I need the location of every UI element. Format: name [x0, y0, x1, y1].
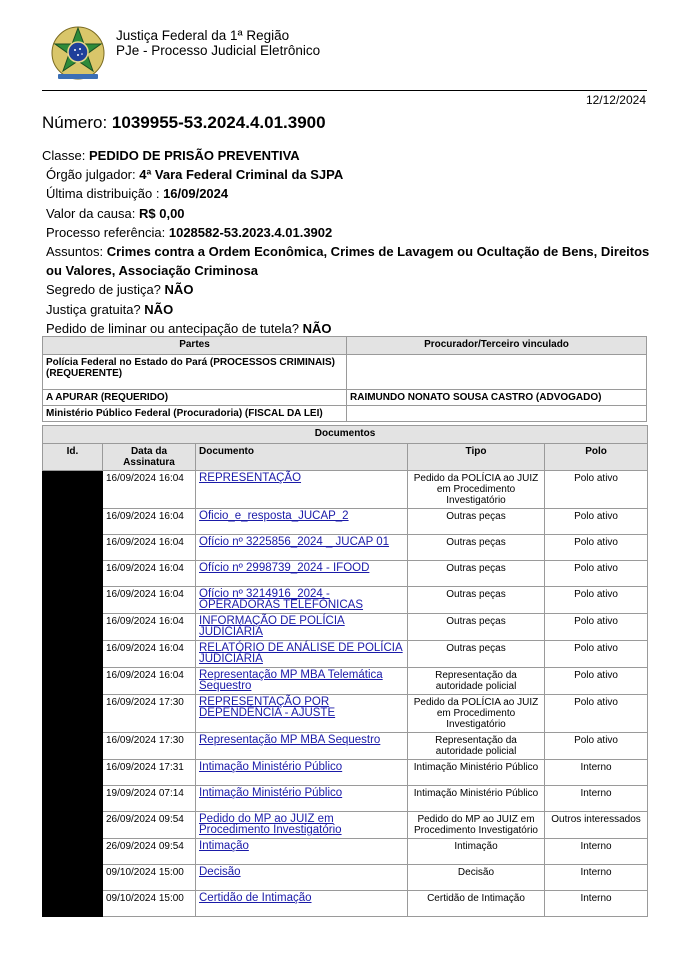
document-polo-cell: Polo ativo: [545, 668, 648, 695]
documentos-table: [42, 425, 648, 917]
table-row: [43, 786, 648, 812]
document-link[interactable]: Representação MP MBA Sequestro: [199, 734, 381, 746]
liminar-label: Pedido de liminar ou antecipação de tutela?: [46, 320, 299, 336]
table-row: [43, 535, 648, 561]
document-link-container: [196, 695, 408, 733]
document-polo-cell: Polo ativo: [545, 535, 648, 561]
redacted-id-cell: [43, 695, 103, 733]
procurador-name: [347, 406, 647, 422]
document-polo-cell: Interno: [545, 786, 648, 812]
document-polo-cell: Polo ativo: [545, 695, 648, 733]
document-link-container: [196, 865, 408, 891]
document-link-container: [196, 614, 408, 641]
process-number-value: 1039955-53.2024.4.01.3900: [111, 113, 326, 132]
document-date-cell: 26/09/2024 09:54: [103, 812, 196, 839]
court-title: Justiça Federal da 1ª Região: [116, 28, 290, 43]
document-date-cell: 16/09/2024 17:30: [103, 733, 196, 760]
redacted-id-cell: [43, 535, 103, 561]
document-link-container: [196, 760, 408, 786]
document-polo-cell: Polo ativo: [545, 471, 648, 509]
document-link-container: [196, 561, 408, 587]
orgao-value: 4ª Vara Federal Criminal da SJPA: [139, 167, 344, 183]
table-row: [43, 509, 648, 535]
parte-name: Polícia Federal no Estado do Pará (PROCESSOS CRIMINAIS) (REQUERENTE): [43, 355, 347, 390]
document-type-cell: Representação da autoridade policial: [408, 733, 545, 760]
document-link[interactable]: Intimação: [199, 840, 249, 852]
classe-line: [42, 146, 657, 165]
document-polo-cell: Polo ativo: [545, 614, 648, 641]
document-type-cell: Intimação Ministério Público: [408, 760, 545, 786]
document-date-cell: 16/09/2024 16:04: [103, 471, 196, 509]
document-date-cell: 16/09/2024 17:31: [103, 760, 196, 786]
valor-value: R$ 0,00: [139, 205, 185, 221]
document-link-container: [196, 891, 408, 917]
partes-header-row: [43, 337, 647, 355]
table-row: [43, 733, 648, 760]
document-link[interactable]: RELATÓRIO DE ANÁLISE DE POLÍCIA JUDICIÁRIA: [199, 642, 403, 665]
document-link[interactable]: Ofício nº 3214916_2024 - OPERADORAS TELEFÔNICAS: [199, 588, 364, 611]
document-link[interactable]: Decisão: [199, 866, 241, 878]
parte-row: [43, 406, 647, 422]
assuntos-value: Crimes contra a Ordem Econômica, Crimes de Lavagem ou Ocultação de Bens, Direitos ou Valores, Associação Criminosa: [46, 244, 650, 279]
documentos-caption-row: [43, 426, 648, 444]
document-polo-cell: Polo ativo: [545, 509, 648, 535]
table-row: [43, 561, 648, 587]
referencia-line: [42, 223, 657, 242]
gratuita-line: [42, 300, 657, 319]
document-polo-cell: Polo ativo: [545, 561, 648, 587]
document-date-cell: 09/10/2024 15:00: [103, 865, 196, 891]
page-header: [48, 22, 668, 92]
redacted-id-cell: [43, 891, 103, 917]
document-link[interactable]: Oficio_e_resposta_JUCAP_2: [199, 510, 349, 522]
documentos-caption: Documentos: [43, 426, 648, 444]
document-link-container: [196, 535, 408, 561]
header-divider: [42, 90, 647, 91]
assuntos-label: Assuntos:: [46, 244, 104, 260]
procurador-name: [347, 355, 647, 390]
table-row: [43, 891, 648, 917]
referencia-value: 1028582-53.2023.4.01.3902: [168, 224, 333, 240]
redacted-id-cell: [43, 760, 103, 786]
col-tipo-header: Tipo: [408, 444, 545, 471]
document-date-cell: 16/09/2024 17:30: [103, 695, 196, 733]
valor-label: Valor da causa:: [46, 205, 136, 221]
document-type-cell: Intimação: [408, 839, 545, 865]
document-type-cell: Outras peças: [408, 641, 545, 668]
document-polo-cell: Polo ativo: [545, 641, 648, 668]
table-row: [43, 614, 648, 641]
redacted-id-cell: [43, 839, 103, 865]
procurador-header: Procurador/Terceiro vinculado: [347, 337, 647, 355]
partes-header: Partes: [43, 337, 347, 355]
document-link-container: [196, 839, 408, 865]
document-date-cell: 16/09/2024 16:04: [103, 641, 196, 668]
document-type-cell: Representação da autoridade policial: [408, 668, 545, 695]
documentos-header-row: [43, 444, 648, 471]
process-details: [42, 146, 657, 338]
court-name: [116, 28, 320, 58]
segredo-line: [42, 280, 657, 299]
table-row: [43, 839, 648, 865]
document-link[interactable]: Pedido do MP ao JUIZ em Procedimento Investigatório: [199, 813, 342, 836]
document-type-cell: Certidão de Intimação: [408, 891, 545, 917]
table-row: [43, 587, 648, 614]
col-documento-header: Documento: [196, 444, 408, 471]
document-polo-cell: Polo ativo: [545, 733, 648, 760]
document-date-cell: 26/09/2024 09:54: [103, 839, 196, 865]
document-link[interactable]: Intimação Ministério Público: [199, 787, 343, 799]
document-type-cell: Outras peças: [408, 535, 545, 561]
gratuita-label: Justiça gratuita?: [46, 301, 141, 317]
distrib-line: [42, 184, 657, 203]
table-row: [43, 760, 648, 786]
document-link-container: [196, 587, 408, 614]
document-polo-cell: Outros interessados: [545, 812, 648, 839]
document-type-cell: Pedido da POLÍCIA ao JUIZ em Procedimento Investigatório: [408, 471, 545, 509]
assuntos-line: [42, 242, 657, 280]
document-date-cell: 16/09/2024 16:04: [103, 509, 196, 535]
document-polo-cell: Interno: [545, 865, 648, 891]
document-type-cell: Pedido do MP ao JUIZ em Procedimento Investigatório: [408, 812, 545, 839]
document-link-container: [196, 668, 408, 695]
orgao-label: Órgão julgador:: [46, 167, 136, 183]
document-polo-cell: Interno: [545, 891, 648, 917]
document-link-container: [196, 641, 408, 668]
document-type-cell: Outras peças: [408, 587, 545, 614]
document-date-cell: 16/09/2024 16:04: [103, 535, 196, 561]
procurador-name: RAIMUNDO NONATO SOUSA CASTRO (ADVOGADO): [347, 390, 647, 406]
document-link[interactable]: REPRESENTAÇÃO: [199, 472, 302, 484]
document-link[interactable]: REPRESENTAÇÃO POR DEPENDÊNCIA - AJUSTE: [199, 696, 336, 719]
segredo-value: NÃO: [164, 282, 194, 298]
col-polo-header: Polo: [545, 444, 648, 471]
redacted-id-cell: [43, 733, 103, 760]
document-type-cell: Outras peças: [408, 561, 545, 587]
process-number-label: Número:: [42, 113, 108, 132]
col-data-header: Data da Assinatura: [103, 444, 196, 471]
document-type-cell: Intimação Ministério Público: [408, 786, 545, 812]
segredo-label: Segredo de justiça?: [46, 282, 161, 298]
document-date-cell: 09/10/2024 15:00: [103, 891, 196, 917]
document-date-cell: 16/09/2024 16:04: [103, 561, 196, 587]
distrib-label: Última distribuição :: [46, 186, 160, 202]
redacted-id-cell: [43, 614, 103, 641]
document-date: 12/12/2024: [585, 93, 646, 107]
document-date-cell: 16/09/2024 16:04: [103, 668, 196, 695]
table-row: [43, 695, 648, 733]
col-id-header: Id.: [43, 444, 103, 471]
redacted-id-cell: [43, 587, 103, 614]
document-date-cell: 16/09/2024 16:04: [103, 587, 196, 614]
document-date-cell: 16/09/2024 16:04: [103, 614, 196, 641]
distrib-value: 16/09/2024: [163, 186, 229, 202]
document-link[interactable]: Intimação Ministério Público: [199, 761, 343, 773]
table-row: [43, 471, 648, 509]
document-type-cell: Pedido da POLÍCIA ao JUIZ em Procedimento Investigatório: [408, 695, 545, 733]
document-link[interactable]: INFORMAÇÃO DE POLÍCIA JUDICIÁRIA: [199, 615, 345, 638]
documentos-body: [43, 471, 648, 917]
document-link-container: [196, 812, 408, 839]
referencia-label: Processo referência:: [46, 224, 166, 240]
document-type-cell: Decisão: [408, 865, 545, 891]
redacted-id-cell: [43, 561, 103, 587]
parte-name: A APURAR (REQUERIDO): [43, 390, 347, 406]
brazil-coat-of-arms-icon: [48, 22, 108, 84]
redacted-id-cell: [43, 865, 103, 891]
document-link[interactable]: Representação MP MBA Telemática Sequestro: [199, 669, 383, 692]
document-polo-cell: Polo ativo: [545, 587, 648, 614]
system-title: PJe - Processo Judicial Eletrônico: [116, 43, 321, 58]
document-type-cell: Outras peças: [408, 509, 545, 535]
redacted-id-cell: [43, 812, 103, 839]
parte-row: [43, 355, 647, 390]
liminar-value: NÃO: [302, 320, 332, 336]
document-link-container: [196, 786, 408, 812]
document-link-container: [196, 733, 408, 760]
partes-table: [42, 336, 647, 422]
document-polo-cell: Interno: [545, 839, 648, 865]
valor-line: [42, 204, 657, 223]
redacted-id-cell: [43, 509, 103, 535]
document-link-container: [196, 471, 408, 509]
document-link[interactable]: Ofício nº 2998739_2024 - IFOOD: [199, 562, 370, 574]
table-row: [43, 641, 648, 668]
document-link[interactable]: Ofício nº 3225856_2024 _ JUCAP 01: [199, 536, 390, 548]
classe-label: Classe:: [42, 148, 86, 163]
gratuita-value: NÃO: [144, 301, 174, 317]
orgao-line: [42, 165, 657, 184]
document-link-container: [196, 509, 408, 535]
redacted-id-cell: [43, 786, 103, 812]
table-row: [43, 668, 648, 695]
redacted-id-cell: [43, 641, 103, 668]
document-date-cell: 19/09/2024 07:14: [103, 786, 196, 812]
parte-name: Ministério Público Federal (Procuradoria) (FISCAL DA LEI): [43, 406, 347, 422]
document-type-cell: Outras peças: [408, 614, 545, 641]
table-row: [43, 812, 648, 839]
parte-row: [43, 390, 647, 406]
document-link[interactable]: Certidão de Intimação: [199, 892, 312, 904]
document-polo-cell: Interno: [545, 760, 648, 786]
redacted-id-cell: [43, 668, 103, 695]
table-row: [43, 865, 648, 891]
process-number: [42, 113, 326, 133]
classe-value: PEDIDO DE PRISÃO PREVENTIVA: [88, 148, 300, 163]
redacted-id-cell: [43, 471, 103, 509]
